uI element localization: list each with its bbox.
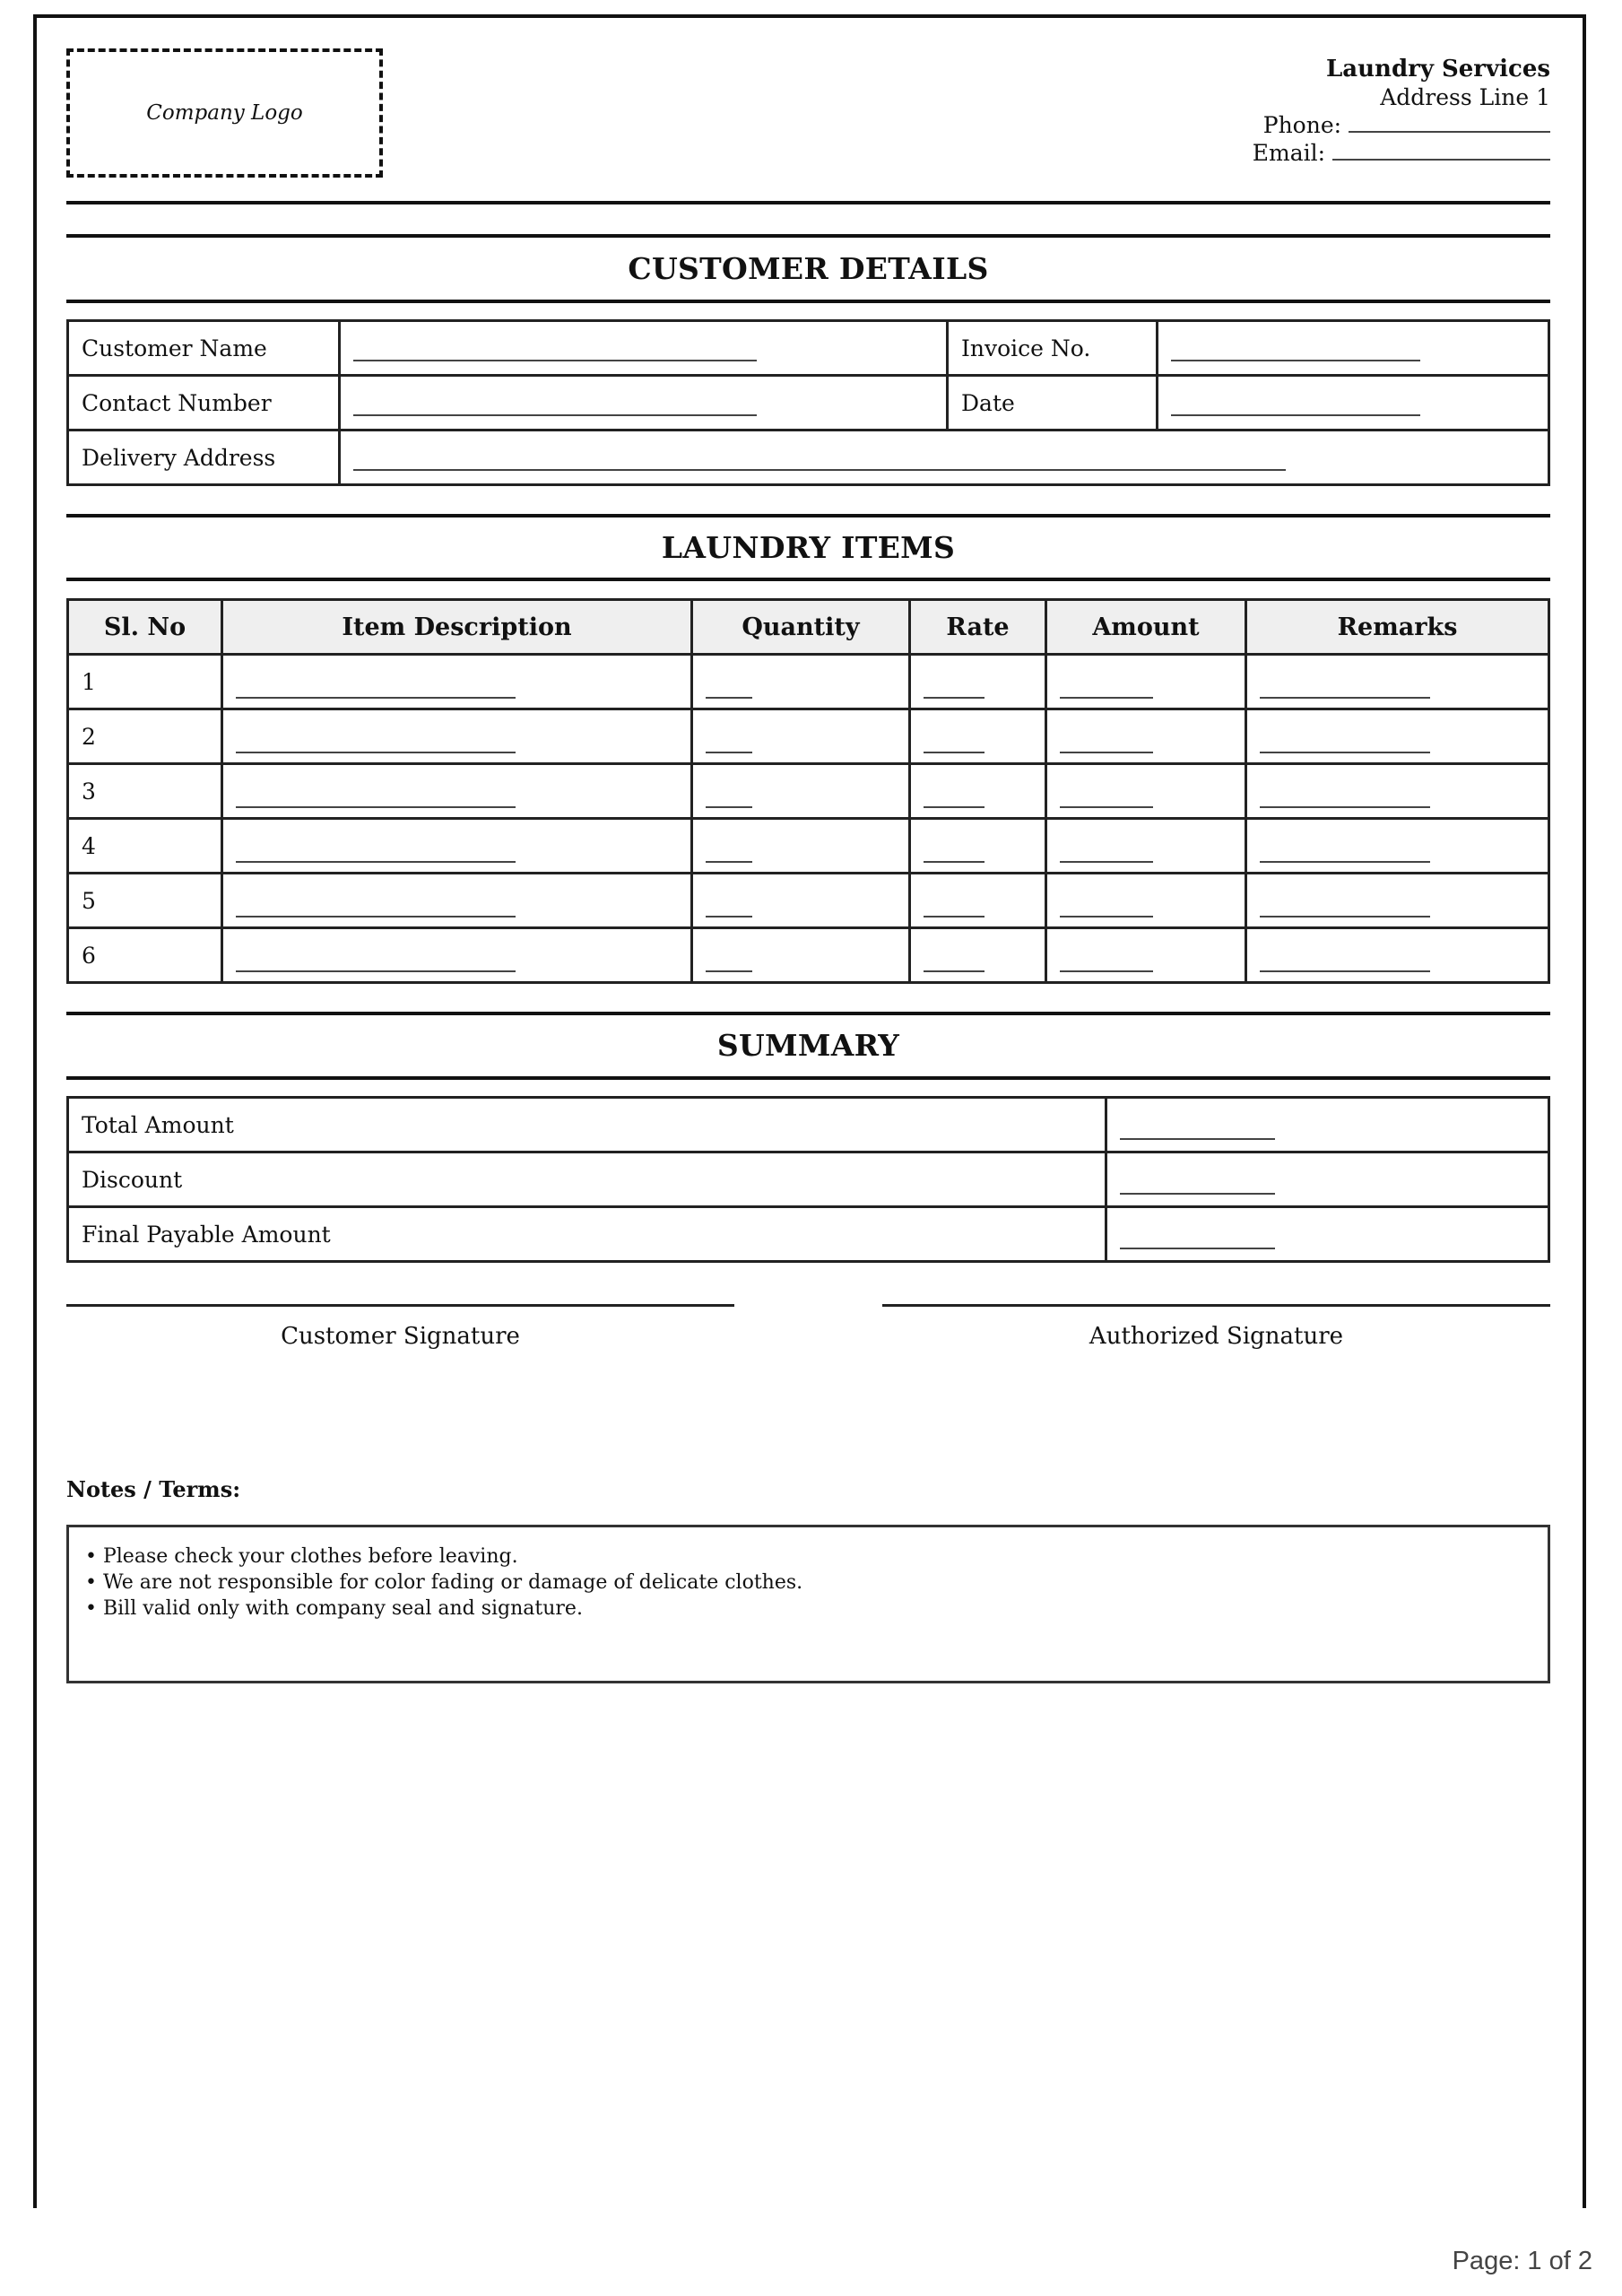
- row-number: 2: [68, 709, 222, 764]
- rate-field[interactable]: [910, 874, 1046, 928]
- customer-details-table: [66, 319, 1550, 486]
- company-email: Email:: [1253, 139, 1550, 167]
- remarks-field[interactable]: [1246, 928, 1549, 983]
- divider: [66, 201, 1550, 204]
- summary-row: [68, 1207, 1549, 1262]
- notes-label: Notes / Terms:: [66, 1476, 241, 1502]
- label-contact-number: Contact Number: [68, 376, 340, 430]
- quantity-field[interactable]: [692, 874, 910, 928]
- delivery-address-field[interactable]: [340, 430, 1549, 485]
- row-number: 3: [68, 764, 222, 819]
- amount-field[interactable]: [1046, 928, 1246, 983]
- label-discount: Discount: [68, 1152, 1106, 1207]
- note-item: • Please check your clothes before leaving.: [85, 1545, 518, 1568]
- label-delivery-address: Delivery Address: [68, 430, 340, 485]
- amount-field[interactable]: [1046, 709, 1246, 764]
- item-description-field[interactable]: [222, 819, 692, 874]
- amount-field[interactable]: [1046, 764, 1246, 819]
- table-row: [68, 819, 1549, 874]
- summary-table: [66, 1096, 1550, 1263]
- section-title-customer-details: CUSTOMER DETAILS: [628, 251, 989, 286]
- label-customer-name: Customer Name: [68, 321, 340, 376]
- divider: [66, 1076, 1550, 1080]
- phone-field[interactable]: [1349, 113, 1550, 133]
- logo-label: Company Logo: [146, 101, 303, 125]
- remarks-field[interactable]: [1246, 764, 1549, 819]
- rate-field[interactable]: [910, 764, 1046, 819]
- rate-field[interactable]: [910, 655, 1046, 709]
- summary-row: [68, 1098, 1549, 1152]
- date-field[interactable]: [1158, 376, 1549, 430]
- section-title-summary: SUMMARY: [716, 1028, 900, 1063]
- notes-box: [66, 1525, 1550, 1683]
- label-invoice-no: Invoice No.: [948, 321, 1158, 376]
- company-logo-placeholder: [66, 48, 383, 178]
- rate-field[interactable]: [910, 709, 1046, 764]
- quantity-field[interactable]: [692, 928, 910, 983]
- remarks-field[interactable]: [1246, 709, 1549, 764]
- invoice-no-field[interactable]: [1158, 321, 1549, 376]
- item-description-field[interactable]: [222, 928, 692, 983]
- discount-field[interactable]: [1106, 1152, 1549, 1207]
- label-date: Date: [948, 376, 1158, 430]
- remarks-field[interactable]: [1246, 819, 1549, 874]
- quantity-field[interactable]: [692, 655, 910, 709]
- customer-signature-label: Customer Signature: [281, 1323, 520, 1350]
- table-row: [68, 928, 1549, 983]
- table-row: [68, 655, 1549, 709]
- authorized-signature-line[interactable]: [882, 1304, 1550, 1307]
- contact-number-field[interactable]: [340, 376, 948, 430]
- page-indicator: Page: 1 of 2: [1452, 2247, 1592, 2275]
- col-rate: Rate: [910, 600, 1046, 655]
- remarks-field[interactable]: [1246, 655, 1549, 709]
- row-number: 1: [68, 655, 222, 709]
- amount-field[interactable]: [1046, 655, 1246, 709]
- company-phone: Phone:: [1253, 111, 1550, 139]
- remarks-field[interactable]: [1246, 874, 1549, 928]
- row-number: 6: [68, 928, 222, 983]
- item-description-field[interactable]: [222, 874, 692, 928]
- company-info: [1253, 56, 1550, 167]
- label-total-amount: Total Amount: [68, 1098, 1106, 1152]
- email-field[interactable]: [1332, 141, 1550, 161]
- section-title-laundry-items: LAUNDRY ITEMS: [661, 530, 956, 565]
- label-final-payable-amount: Final Payable Amount: [68, 1207, 1106, 1262]
- divider: [66, 300, 1550, 303]
- item-description-field[interactable]: [222, 764, 692, 819]
- table-header-row: [68, 600, 1549, 655]
- divider: [66, 1012, 1550, 1015]
- row-number: 5: [68, 874, 222, 928]
- table-row: [68, 709, 1549, 764]
- table-row: [68, 874, 1549, 928]
- customer-name-field[interactable]: [340, 321, 948, 376]
- table-row: [68, 764, 1549, 819]
- col-sl-no: Sl. No: [68, 600, 222, 655]
- item-description-field[interactable]: [222, 655, 692, 709]
- row-number: 4: [68, 819, 222, 874]
- company-address: Address Line 1: [1380, 84, 1550, 110]
- note-item: • We are not responsible for color fading or damage of delicate clothes.: [85, 1571, 803, 1594]
- customer-signature-line[interactable]: [66, 1304, 734, 1307]
- final-payable-amount-field[interactable]: [1106, 1207, 1549, 1262]
- rate-field[interactable]: [910, 928, 1046, 983]
- col-amount: Amount: [1046, 600, 1246, 655]
- amount-field[interactable]: [1046, 819, 1246, 874]
- amount-field[interactable]: [1046, 874, 1246, 928]
- quantity-field[interactable]: [692, 709, 910, 764]
- authorized-signature-label: Authorized Signature: [1089, 1323, 1344, 1350]
- quantity-field[interactable]: [692, 819, 910, 874]
- divider: [66, 514, 1550, 517]
- divider: [66, 234, 1550, 238]
- quantity-field[interactable]: [692, 764, 910, 819]
- col-remarks: Remarks: [1246, 600, 1549, 655]
- item-description-field[interactable]: [222, 709, 692, 764]
- laundry-items-table: [66, 598, 1550, 984]
- rate-field[interactable]: [910, 819, 1046, 874]
- total-amount-field[interactable]: [1106, 1098, 1549, 1152]
- note-item: • Bill valid only with company seal and signature.: [85, 1597, 583, 1620]
- col-item-description: Item Description: [222, 600, 692, 655]
- col-quantity: Quantity: [692, 600, 910, 655]
- summary-row: [68, 1152, 1549, 1207]
- divider: [66, 578, 1550, 581]
- company-name: Laundry Services: [1326, 56, 1550, 83]
